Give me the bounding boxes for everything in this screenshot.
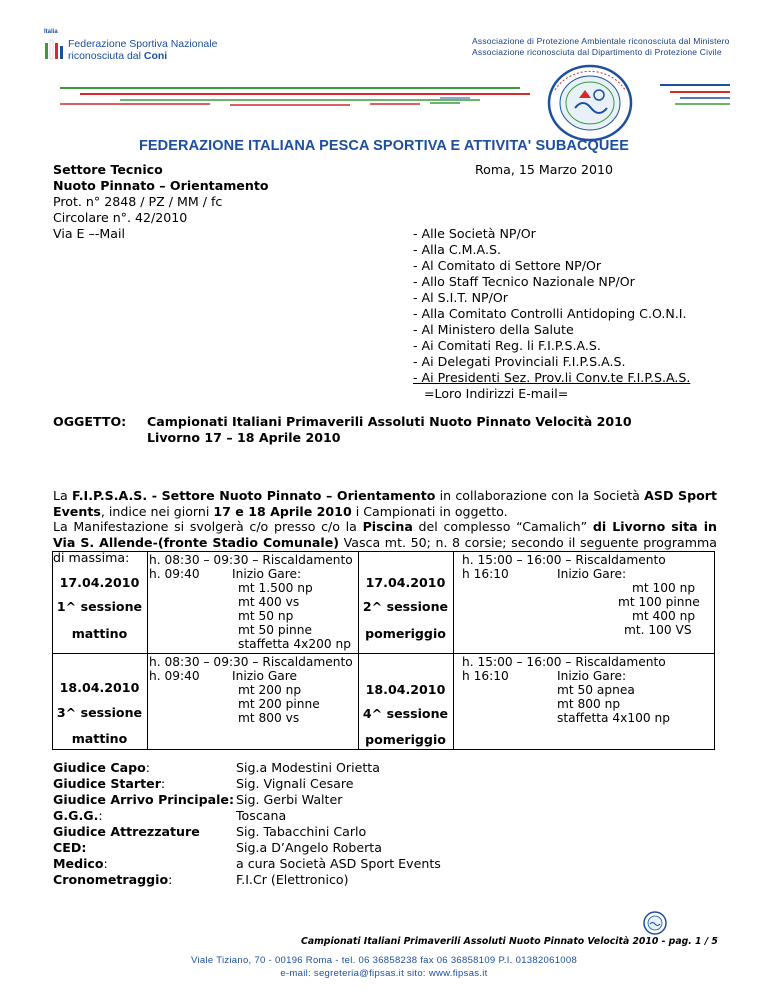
- official-role-name: Giudice Attrezzature: [53, 824, 200, 839]
- official-role: [53, 872, 172, 888]
- fed-line2-prefix: riconosciuta dal: [68, 50, 144, 62]
- schedule-line: mt 400 vs: [238, 595, 300, 609]
- official-sep: :: [145, 760, 150, 775]
- intro-bold-dates: 17 e 18 Aprile 2010: [213, 503, 352, 519]
- schedule-line: h. 09:40: [149, 567, 200, 581]
- schedule-line: Inizio Gare:: [557, 669, 627, 683]
- official-name: Toscana: [236, 808, 287, 823]
- official-role: [53, 840, 86, 856]
- schedule-line: mt 50 pinne: [238, 623, 312, 637]
- recipient-item: - Alla C.M.A.S.: [413, 242, 501, 257]
- official-name: F.I.Cr (Elettronico): [236, 872, 349, 887]
- intro-bold-club: ASD Sport Events: [53, 488, 717, 519]
- official-name: Sig.a D’Angelo Roberta: [236, 840, 382, 855]
- schedule-line: staffetta 4x100 np: [557, 711, 670, 725]
- row-divider: [52, 653, 715, 654]
- official-role-name: Giudice Starter: [53, 776, 161, 791]
- recipient-item: - Ai Comitati Reg. li F.I.P.S.A.S.: [413, 338, 601, 353]
- sender-division: Nuoto Pinnato – Orientamento: [53, 178, 269, 193]
- recipient-item: - Alle Società NP/Or: [413, 226, 536, 241]
- official-sep: :: [98, 808, 103, 823]
- session-number: 1^ sessione: [56, 599, 143, 614]
- official-sep: :: [168, 872, 173, 887]
- official-role: [53, 824, 200, 840]
- schedule-line: mt 200 pinne: [238, 697, 320, 711]
- fed-line2: [68, 50, 217, 62]
- col-divider: [147, 551, 148, 750]
- schedule-line: mt 400 np: [632, 609, 696, 623]
- subject-line2: Livorno 17 – 18 Aprile 2010: [147, 430, 341, 445]
- schedule-line: mt 200 np: [238, 683, 302, 697]
- footer-address: Viale Tiziano, 70 - 00196 Roma - tel. 06 36858238 fax 06 36858109 P.I. 01382061008: [190, 955, 578, 966]
- federation-recognition: [68, 38, 217, 62]
- official-role-name: Giudice Capo: [53, 760, 146, 775]
- intro-text: Vasca mt. 50; n. 8 corsie; secondo il seguente programma di massima:: [53, 534, 717, 565]
- session-period: mattino: [71, 731, 128, 746]
- fipsas-seal-icon: [535, 64, 645, 142]
- session-period: mattino: [71, 626, 128, 641]
- delivery-method: Via E –-Mail: [53, 226, 125, 241]
- schedule-line: Inizio Gare:: [232, 567, 302, 581]
- official-name: Sig. Vignali Cesare: [236, 776, 354, 791]
- session-period: pomeriggio: [365, 732, 446, 747]
- official-sep: :: [160, 776, 166, 791]
- intro-text: del complesso “Camalich”: [412, 519, 593, 534]
- federation-title: FEDERAZIONE ITALIANA PESCA SPORTIVA E ATTIVITA' SUBACQUEE: [138, 138, 630, 154]
- session-date: 17.04.2010: [365, 575, 446, 590]
- official-role-name: Cronometraggio: [53, 872, 169, 887]
- official-sep: :: [103, 856, 108, 871]
- footer-seal-icon: [643, 911, 667, 935]
- intro-text: , indice nei giorni: [100, 503, 214, 519]
- intro-bold-location: di Livorno sita in Via S. Allende-(fronte Stadio Comunale): [53, 519, 717, 550]
- official-sep: :: [81, 840, 87, 855]
- session-number: 3^ sessione: [56, 705, 143, 720]
- schedule-line: mt 1.500 np: [238, 581, 313, 595]
- official-role-name: Giudice Arrivo Principale: [53, 792, 229, 807]
- session-date: 18.04.2010: [59, 680, 140, 695]
- schedule-line: Inizio Gare:: [557, 567, 627, 581]
- intro-text: i Campionati in oggetto.: [351, 503, 508, 519]
- schedule-line: mt 50 apnea: [557, 683, 635, 697]
- session-date: 17.04.2010: [59, 575, 140, 590]
- schedule-line: h. 08:30 – 09:30 – Riscaldamento: [149, 553, 353, 567]
- sender-sector: Settore Tecnico: [53, 162, 163, 177]
- schedule-line: mt 100 pinne: [618, 595, 700, 609]
- schedule-line: staffetta 4x200 np: [238, 637, 351, 651]
- date-place: Roma, 15 Marzo 2010: [475, 162, 614, 177]
- official-role: [53, 808, 103, 824]
- intro-text: La: [53, 488, 72, 503]
- schedule-line: mt 100 np: [632, 581, 696, 595]
- association-line1: Associazione di Protezione Ambientale riconosciuta dal Ministero: [472, 36, 730, 46]
- col-divider: [453, 551, 454, 750]
- fed-line1: Federazione Sportiva Nazionale: [68, 38, 218, 50]
- schedule-line: mt 800 np: [557, 697, 621, 711]
- logo-small-text: Italia: [44, 29, 58, 35]
- schedule-table: [52, 551, 715, 750]
- recipient-item: - Ai Delegati Provinciali F.I.P.S.A.S.: [413, 354, 626, 369]
- schedule-line: Inizio Gare: [232, 669, 297, 683]
- schedule-line: h. 15:00 – 16:00 – Riscaldamento: [462, 553, 666, 567]
- schedule-line: h. 08:30 – 09:30 – Riscaldamento: [149, 655, 353, 669]
- official-role-name: G.G.G.: [53, 808, 99, 823]
- intro-bold-org: F.I.P.S.A.S. - Settore Nuoto Pinnato – Orientamento: [71, 488, 436, 503]
- session-number: 2^ sessione: [362, 599, 449, 614]
- schedule-line: h 16:10: [462, 669, 509, 683]
- official-role: [53, 856, 108, 872]
- official-role: [53, 760, 150, 776]
- recipient-item: - Allo Staff Tecnico Nazionale NP/Or: [413, 274, 635, 289]
- official-name: Sig.a Modestini Orietta: [236, 760, 380, 775]
- session-number: 4^ sessione: [362, 706, 449, 721]
- session-period: pomeriggio: [365, 626, 446, 641]
- official-sep: :: [228, 792, 234, 807]
- official-role-name: Medico: [53, 856, 104, 871]
- official-name: a cura Società ASD Sport Events: [236, 856, 441, 871]
- intro-bold-pool: Piscina: [362, 519, 413, 534]
- schedule-line: mt 800 vs: [238, 711, 300, 725]
- subject-label: OGGETTO:: [53, 414, 127, 429]
- association-line2: Associazione riconosciuta dal Dipartimento di Protezione Civile: [472, 47, 722, 57]
- page-footer-note: Campionati Italiani Primaverili Assoluti Nuoto Pinnato Velocità 2010 - pag. 1 / 5: [301, 936, 718, 947]
- coni-word: Coni: [143, 50, 168, 62]
- recipients-footer: =Loro Indirizzi E-mail=: [424, 386, 569, 401]
- footer-contacts: e-mail: segreteria@fipsas.it sito: www.fipsas.it: [280, 968, 488, 979]
- schedule-line: h. 09:40: [149, 669, 200, 683]
- schedule-line: mt. 100 VS: [624, 623, 692, 637]
- recipient-item: - Al Ministero della Salute: [413, 322, 574, 337]
- intro-text: La Manifestazione si svolgerà c/o presso c/o la: [53, 519, 363, 534]
- official-name: Sig. Tabacchini Carlo: [236, 824, 367, 839]
- official-role-name: CED: [53, 840, 82, 855]
- recipient-item: - Alla Comitato Controlli Antidoping C.O.N.I.: [413, 306, 687, 321]
- recipient-item: - Al Comitato di Settore NP/Or: [413, 258, 602, 273]
- recipient-item: - Ai Presidenti Sez. Prov.li Conv.te F.I.P.S.A.S.: [413, 370, 691, 385]
- schedule-line: h 16:10: [462, 567, 509, 581]
- protocol-number: Prot. n° 2848 / PZ / MM / fc: [53, 194, 223, 209]
- subject-line1: Campionati Italiani Primaverili Assoluti Nuoto Pinnato Velocità 2010: [147, 414, 632, 429]
- session-date: 18.04.2010: [365, 682, 446, 697]
- intro-text: in collaborazione con la Società: [435, 488, 645, 503]
- official-role: [53, 776, 165, 792]
- circular-number: Circolare n°. 42/2010: [53, 210, 188, 225]
- recipient-item: - Al S.I.T. NP/Or: [413, 290, 508, 305]
- coni-logo: [44, 35, 64, 61]
- official-role: [53, 792, 234, 808]
- schedule-line: mt 50 np: [238, 609, 294, 623]
- official-name: Sig. Gerbi Walter: [236, 792, 343, 807]
- schedule-line: h. 15:00 – 16:00 – Riscaldamento: [462, 655, 666, 669]
